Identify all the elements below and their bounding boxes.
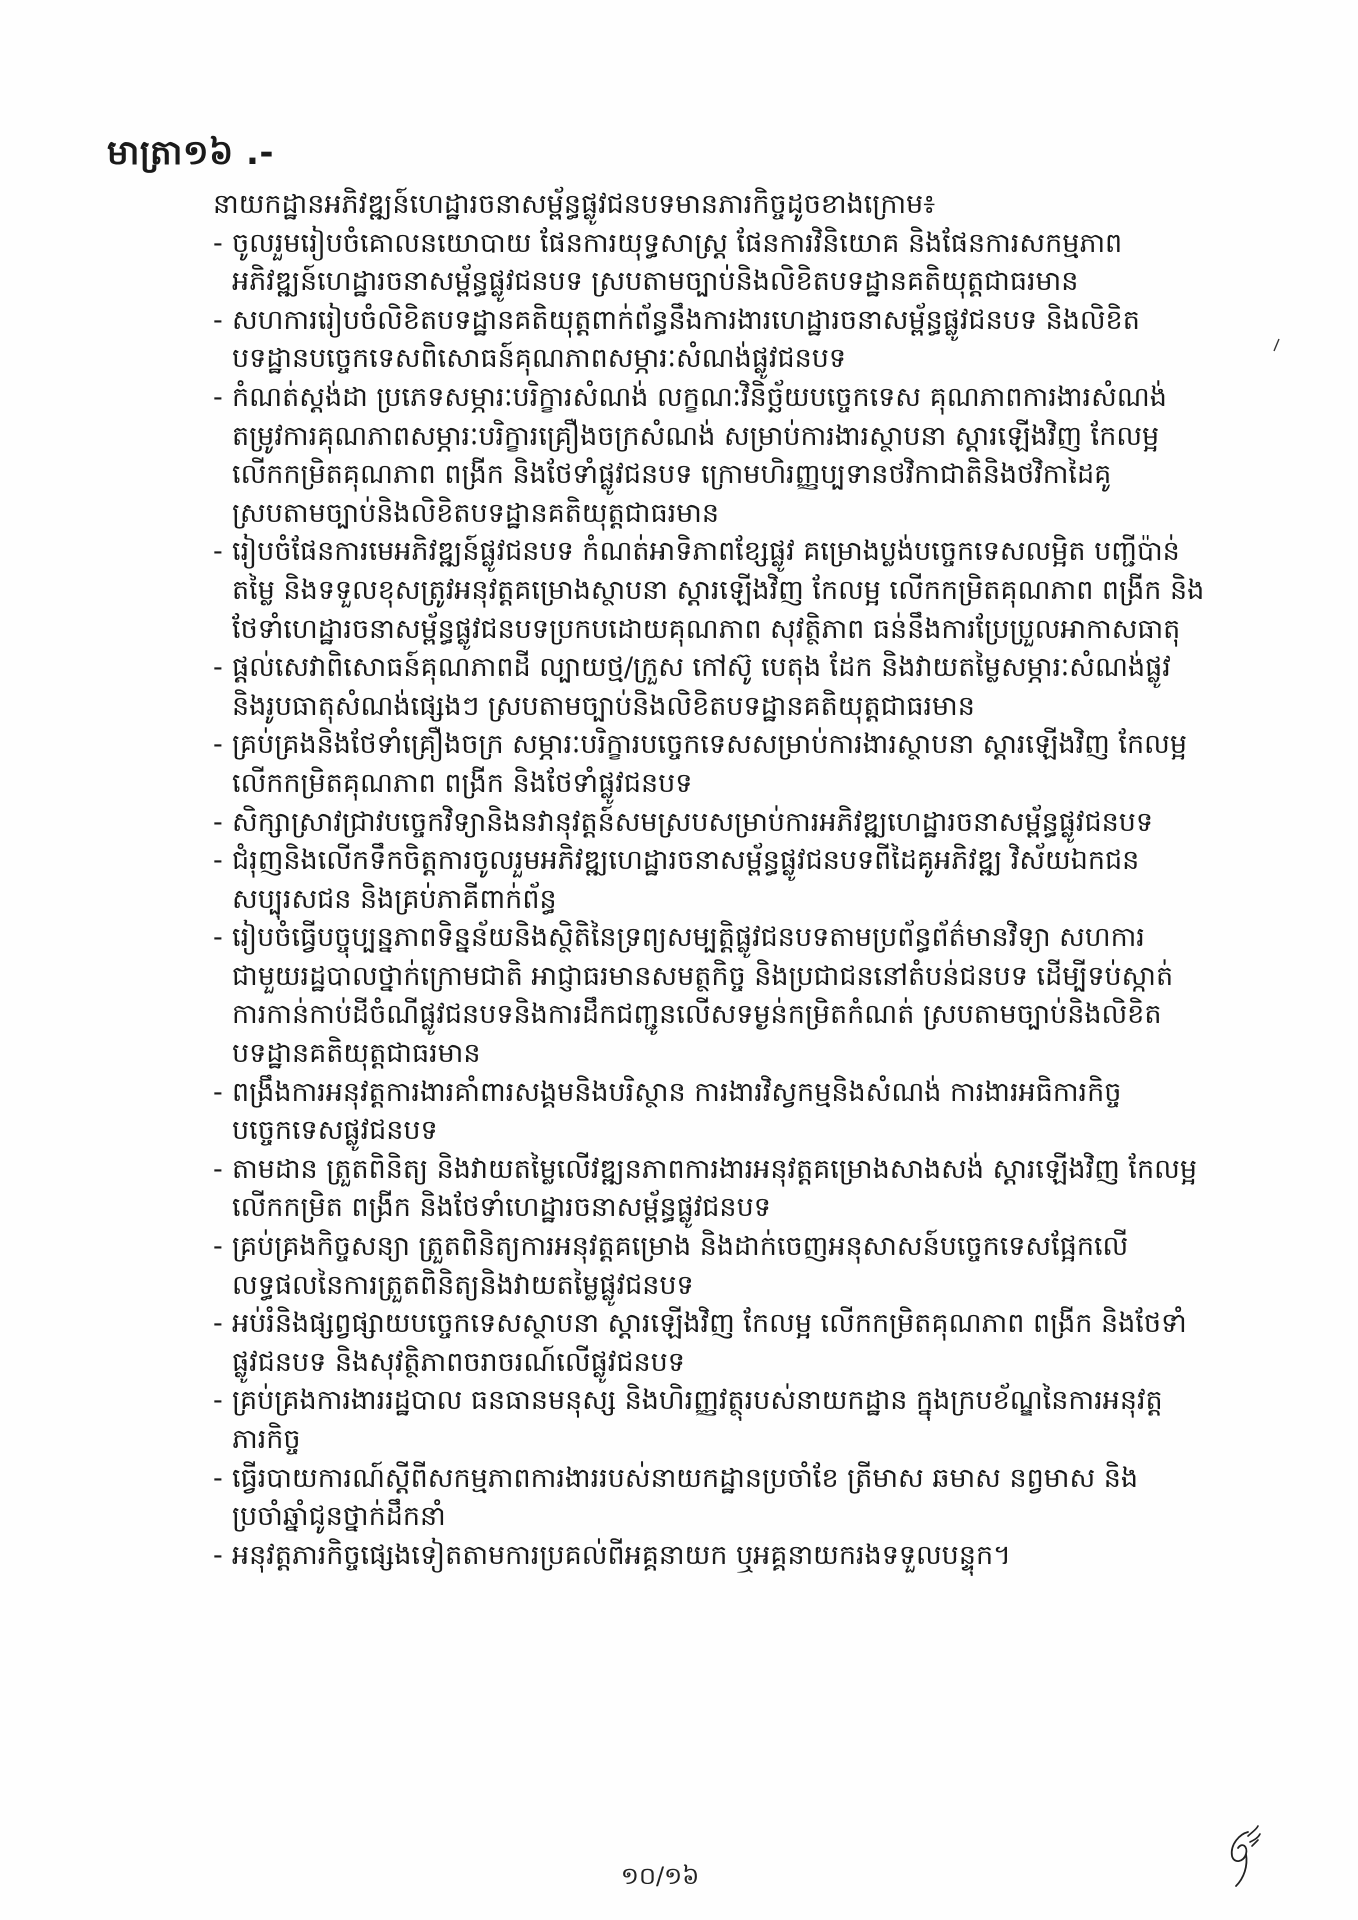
duty-line: កំណត់ស្តង់ដា ប្រភេទសម្ភារៈបរិក្ខារសំណង់ លក្ខណៈវិនិច្ឆ័យបច្ចេកទេស គុណភាពការងារសំណង់ xyxy=(232,381,1167,413)
duty-line: តម្លៃ និងទទួលខុសត្រូវអនុវត្តគម្រោងស្ថាបនា ស្តារឡើងវិញ កែលម្អ លើកកម្រិតគុណភាព ពង្រីក និង xyxy=(232,574,1205,606)
duty-line: ការកាន់កាប់ដីចំណីផ្លូវជនបទនិងការដឹកជញ្ជូនលើសទម្ងន់កម្រិតកំណត់ ស្របតាមច្បាប់និងលិខិត xyxy=(232,999,1162,1031)
duty-line: ប្រចាំឆ្នាំជូនថ្នាក់ដឹកនាំ xyxy=(232,1501,446,1533)
duty-item xyxy=(213,1074,1283,1151)
dash-bullet: - xyxy=(213,381,223,413)
duty-line: គ្រប់គ្រងនិងថែទាំគ្រឿងចក្រ សម្ភារៈបរិក្ខារបច្ចេកទេសសម្រាប់ការងារស្ថាបនា ស្តារឡើងវិញ កែលម្អ xyxy=(232,729,1187,761)
duty-line: រៀបចំធ្វើបច្ចុប្បន្នភាពទិន្នន័យនិងស្ថិតិនៃទ្រព្យសម្បត្តិផ្លូវជនបទតាមប្រព័ន្ធព័ត៌មានវិទ្យា សហការ xyxy=(232,922,1145,954)
dash-bullet: - xyxy=(213,536,223,568)
article-heading: មាត្រា១៦ .- xyxy=(107,133,275,173)
dash-bullet: - xyxy=(213,1076,223,1108)
pen-tick-mark-icon xyxy=(1271,338,1281,352)
duty-line: ស្របតាមច្បាប់និងលិខិតបទដ្ឋានគតិយុត្តជាធរមាន xyxy=(232,497,720,529)
duty-line: បទដ្ឋានគតិយុត្តជាធរមាន xyxy=(232,1038,481,1070)
signature-initials-icon xyxy=(1218,1822,1268,1892)
duty-line: ភារកិច្ច xyxy=(232,1424,301,1455)
duty-line: បទដ្ឋានបច្ចេកទេសពិសោធន៍គុណភាពសម្ភារៈសំណង់ផ្លូវជនបទ xyxy=(232,343,847,375)
dash-bullet: - xyxy=(213,1385,223,1417)
dash-bullet: - xyxy=(213,304,223,336)
duty-line: សប្បុរសជន និងគ្រប់ភាគីពាក់ព័ន្ធ xyxy=(232,883,557,915)
duty-line: សិក្សាស្រាវជ្រាវបច្ចេកវិទ្យានិងនវានុវត្តន៍សមស្របសម្រាប់ការអភិវឌ្ឍហេដ្ឋារចនាសម្ព័ន្ធផ្លូវជនបទ xyxy=(232,806,1154,838)
dash-bullet: - xyxy=(213,845,223,877)
duty-line: ផ្លូវជនបទ និងសុវត្ថិភាពចរាចរណ៍លើផ្លូវជនបទ xyxy=(232,1346,685,1378)
dash-bullet: - xyxy=(213,227,223,259)
duty-item xyxy=(213,649,1283,726)
duty-line: ថែទាំហេដ្ឋារចនាសម្ព័ន្ធផ្លូវជនបទប្រកបដោយគុណភាព សុវត្ថិភាព ធន់នឹងការប្រែប្រួលអាកាសធាតុ xyxy=(232,613,1181,645)
dash-bullet: - xyxy=(213,1153,223,1185)
duty-line: បច្ចេកទេសផ្លូវជនបទ xyxy=(232,1115,438,1147)
duty-item xyxy=(213,1228,1283,1305)
dash-bullet: - xyxy=(213,652,223,684)
duty-item xyxy=(213,804,1283,843)
dash-bullet: - xyxy=(213,1231,223,1263)
duty-line: លើកកម្រិត ពង្រីក និងថែទាំហេដ្ឋារចនាសម្ព័ន្ធផ្លូវជនបទ xyxy=(232,1192,771,1224)
duty-item xyxy=(213,1460,1283,1537)
duty-list xyxy=(213,225,1283,1576)
duty-item xyxy=(213,919,1283,1073)
duty-item xyxy=(213,1151,1283,1228)
duty-line: គ្រប់គ្រងការងាររដ្ឋបាល ធនធានមនុស្ស និងហិរញ្ញវត្ថុរបស់នាយកដ្ឋាន ក្នុងក្របខ័ណ្ឌនៃការអនុវត្ត xyxy=(232,1385,1163,1417)
duty-line: លើកកម្រិតគុណភាព ពង្រីក និងថែទាំផ្លូវជនបទ ក្រោមហិរញ្ញប្បទានថវិកាជាតិនិងថវិកាដៃគូ xyxy=(232,459,1112,491)
dash-bullet: - xyxy=(213,1539,223,1571)
duty-line: ជំរុញនិងលើកទឹកចិត្តការចូលរួមអភិវឌ្ឍហេដ្ឋារចនាសម្ព័ន្ធផ្លូវជនបទពីដៃគូអភិវឌ្ឍ វិស័យឯកជន xyxy=(232,845,1140,877)
duty-item xyxy=(213,225,1283,302)
duty-line: លើកកម្រិតគុណភាព ពង្រីក និងថែទាំផ្លូវជនបទ xyxy=(232,767,693,799)
duty-line: រៀបចំផែនការមេអភិវឌ្ឍន៍ផ្លូវជនបទ កំណត់អាទិភាពខ្សែផ្លូវ គម្រោងប្លង់បច្ចេកទេសលម្អិត បញ្ជីប៉ាន់ xyxy=(232,536,1180,568)
duty-item xyxy=(213,379,1283,533)
duty-line: សហការរៀបចំលិខិតបទដ្ឋានគតិយុត្តពាក់ព័ន្ធនឹងការងារហេដ្ឋារចនាសម្ព័ន្ធផ្លូវជនបទ និងលិខិត xyxy=(232,304,1140,336)
duty-line: អភិវឌ្ឍន៍ហេដ្ឋារចនាសម្ព័ន្ធផ្លូវជនបទ ស្របតាមច្បាប់និងលិខិតបទដ្ឋានគតិយុត្តជាធរមាន xyxy=(232,266,1079,298)
duty-line: ចូលរួមរៀបចំគោលនយោបាយ ផែនការយុទ្ធសាស្ត្រ ផែនការវិនិយោគ និងផែនការសកម្មភាព xyxy=(232,227,1123,259)
duty-item xyxy=(213,842,1283,919)
duty-line: អនុវត្តភារកិច្ចផ្សេងទៀតតាមការប្រគល់ពីអគ្គនាយក ឬអគ្គនាយករងទទួលបន្ទុក។ xyxy=(232,1539,1011,1571)
article-body xyxy=(213,186,1283,1575)
duty-line: អប់រំនិងផ្សព្វផ្សាយបច្ចេកទេសស្ថាបនា ស្តារឡើងវិញ កែលម្អ លើកកម្រិតគុណភាព ពង្រីក និងថែទាំ xyxy=(232,1308,1187,1340)
duty-line: តម្រូវការគុណភាពសម្ភារៈបរិក្ខារគ្រឿងចក្រសំណង់ សម្រាប់ការងារស្ថាបនា ស្តារឡើងវិញ កែលម្អ xyxy=(232,420,1160,452)
page-number: ១០/១៦ xyxy=(620,1862,700,1890)
dash-bullet: - xyxy=(213,806,223,838)
dash-bullet: - xyxy=(213,1308,223,1340)
duty-line: និងរូបធាតុសំណង់ផ្សេងៗ ស្របតាមច្បាប់និងលិខិតបទដ្ឋានគតិយុត្តជាធរមាន xyxy=(232,690,975,722)
dash-bullet: - xyxy=(213,729,223,761)
duty-item xyxy=(213,1537,1283,1576)
duty-line: ផ្តល់សេវាពិសោធន៍គុណភាពដី ល្បាយថ្ម/ក្រួស កៅស៊ូ បេតុង ដែក និងវាយតម្លៃសម្ភារៈសំណង់ផ្លូវ xyxy=(232,652,1171,684)
duty-line: ពង្រឹងការអនុវត្តការងារគាំពារសង្គមនិងបរិស្ថាន ការងារវិស្វកម្មនិងសំណង់ ការងារអធិការកិច្ច xyxy=(232,1076,1122,1108)
duty-item xyxy=(213,1305,1283,1382)
duty-item xyxy=(213,1382,1283,1459)
duty-line: លទ្ធផលនៃការត្រួតពិនិត្យនិងវាយតម្លៃផ្លូវជនបទ xyxy=(232,1269,694,1301)
dash-bullet: - xyxy=(213,1462,223,1494)
duty-line: ជាមួយរដ្ឋបាលថ្នាក់ក្រោមជាតិ អាជ្ញាធរមានសមត្ថកិច្ច និងប្រជាជននៅតំបន់ជនបទ ដើម្បីទប់ស្កាត់ xyxy=(232,960,1174,992)
duty-line: ធ្វើរបាយការណ៍ស្តីពីសកម្មភាពការងាររបស់នាយកដ្ឋានប្រចាំខែ ត្រីមាស ឆមាស នព្វមាស និង xyxy=(232,1462,1139,1494)
duty-item xyxy=(213,726,1283,803)
duty-line: គ្រប់គ្រងកិច្ចសន្យា ត្រួតពិនិត្យការអនុវត្តគម្រោង និងដាក់ចេញអនុសាសន៍បច្ចេកទេសផ្អែកលើ xyxy=(232,1231,1129,1263)
article-intro: នាយកដ្ឋានអភិវឌ្ឍន៍ហេដ្ឋារចនាសម្ព័ន្ធផ្លូវជនបទមានភារកិច្ចដូចខាងក្រោម៖ xyxy=(213,189,936,220)
duty-line: តាមដាន ត្រួតពិនិត្យ និងវាយតម្លៃលើវឌ្ឍនភាពការងារអនុវត្តគម្រោងសាងសង់ ស្តារឡើងវិញ កែលម្អ xyxy=(232,1153,1197,1185)
duty-item xyxy=(213,533,1283,649)
duty-item xyxy=(213,302,1283,379)
dash-bullet: - xyxy=(213,922,223,954)
